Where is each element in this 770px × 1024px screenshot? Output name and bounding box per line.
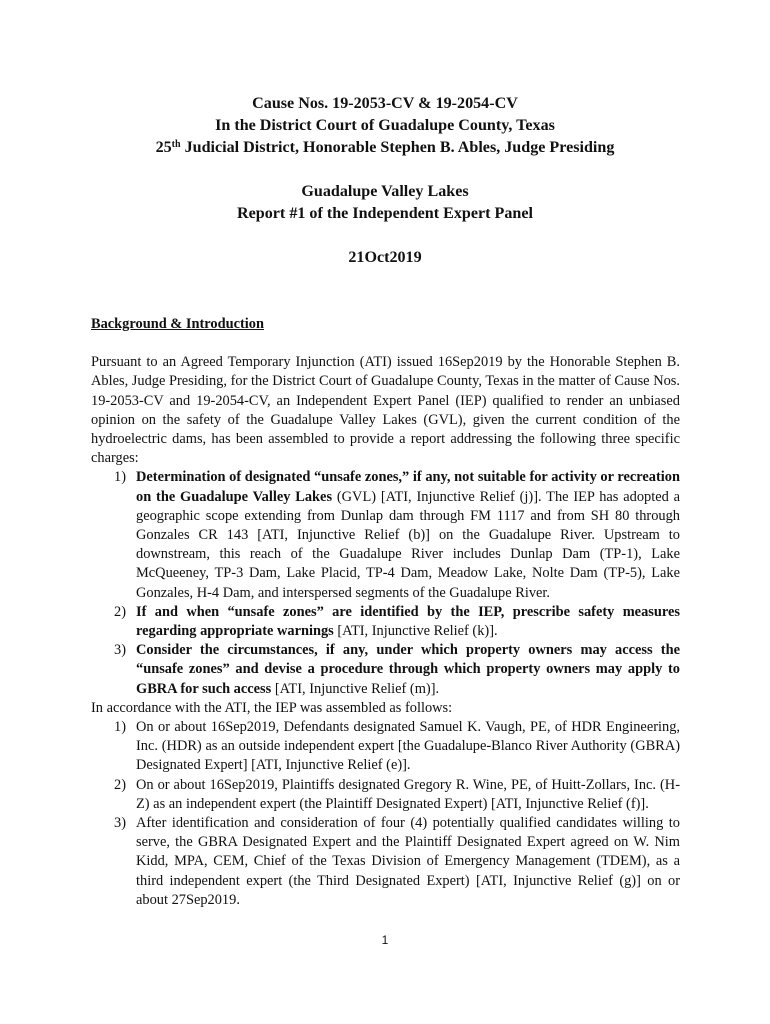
list-number: 3) xyxy=(114,815,126,832)
charge-text: (GVL) [ATI, Injunctive Relief (j)]. The IEP has adopted a geographic scope extending from Dunlap dam through FM 1117 and from SH 80 through Gonzales CR 143 [ATI, Injunctive Relief (b)] on the Guadalupe River. Upstream to downstream, this reach of the Guadalupe River includes Dunlap Dam (TP-1), Lake McQueeney, TP-3 Dam, Lake Placid, TP-4 Dam, Meadow Lake, Nolte Dam (TP-5), Lake Gonzales, H-4 Dam, and interspersed segments of the Guadalupe River. xyxy=(136,488,681,601)
assembly-lead: In accordance with the ATI, the IEP was assembled as follows: xyxy=(91,699,453,716)
list-item xyxy=(91,814,680,910)
assembly-text: After identification and consideration of four (4) potentially qualified candidates willing to serve, the GBRA Designated Expert and the Plaintiff Designated Expert agreed on W. Nim Kidd, MPA, CEM, Chief of the Texas Division of Emergency Management (TDEM), as a third independent expert (the Third Designated Expert) [ATI, Injunctive Relief (g)] on or about 27Sep2019. xyxy=(136,815,680,908)
charge-bold-text: If and when “unsafe zones” are identified by the IEP, prescribe safety measures regarding appropriate warnings xyxy=(136,603,680,640)
district-number: 25 xyxy=(155,139,172,156)
list-number: 2) xyxy=(114,603,126,620)
document-header xyxy=(0,93,770,269)
district-judge: Judicial District, Honorable Stephen B. Ables, Judge Presiding xyxy=(180,139,615,156)
list-item xyxy=(91,641,680,699)
list-number: 3) xyxy=(114,642,126,659)
district-ordinal: th xyxy=(171,139,181,150)
report-date: 21Oct2019 xyxy=(348,249,422,266)
assembly-text: On or about 16Sep2019, Defendants designated Samuel K. Vaugh, PE, of HDR Engineering, Inc. (HDR) as an outside independent expert [the Guadalupe-Blanco River Authority (GBRA) Designated Expert] [ATI, Injunctive Relief (e)]. xyxy=(136,719,680,774)
report-title: Report #1 of the Independent Expert Panel xyxy=(237,205,533,222)
list-item xyxy=(91,776,680,814)
charge-text: [ATI, Injunctive Relief (m)]. xyxy=(271,680,440,697)
section-heading: Background & Introduction xyxy=(91,316,264,332)
assembly-text: On or about 16Sep2019, Plaintiffs designated Gregory R. Wine, PE, of Huitt-Zollars, Inc. (H-Z) as an independent expert (the Plaintiff Designated Expert) [ATI, Injunctive Relief (f)]. xyxy=(136,776,680,812)
assembly-list xyxy=(91,718,680,910)
list-number: 2) xyxy=(114,776,126,793)
report-subject: Guadalupe Valley Lakes xyxy=(301,183,469,200)
list-number: 1) xyxy=(114,469,126,486)
charge-bold-text: Consider the circumstances, if any, under which property owners may access the “unsafe zones” and devise a procedure through which property owners may apply to GBRA for such access xyxy=(136,642,680,697)
judicial-district xyxy=(0,137,770,159)
list-item xyxy=(91,718,680,776)
charge-bold-text: Determination of designated “unsafe zones,” if any, not suitable for activity or recreation on the Guadalupe Valley Lakes xyxy=(136,469,680,505)
list-number: 1) xyxy=(114,719,126,736)
charge-text: [ATI, Injunctive Relief (k)]. xyxy=(333,623,498,640)
page-number: 1 xyxy=(381,933,389,947)
list-item xyxy=(91,468,680,602)
document-body xyxy=(91,315,680,910)
cause-numbers: Cause Nos. 19-2053-CV & 19-2054-CV xyxy=(252,95,518,112)
court-name: In the District Court of Guadalupe County, Texas xyxy=(215,117,555,134)
intro-paragraph: Pursuant to an Agreed Temporary Injunction (ATI) issued 16Sep2019 by the Honorable Stephen B. Ables, Judge Presiding, for the District Court of Guadalupe County, Texas in the matter of Cause Nos. 19-2053-CV and 19-2054-CV, an Independent Expert Panel (IEP) qualified to render an unbiased opinion on the safety of the Guadalupe Valley Lakes (GVL), given the current condition of the hydroelectric dams, has been assembled to provide a report addressing the following three specific charges: xyxy=(91,354,680,467)
charges-list xyxy=(91,468,680,698)
list-item xyxy=(91,603,680,641)
